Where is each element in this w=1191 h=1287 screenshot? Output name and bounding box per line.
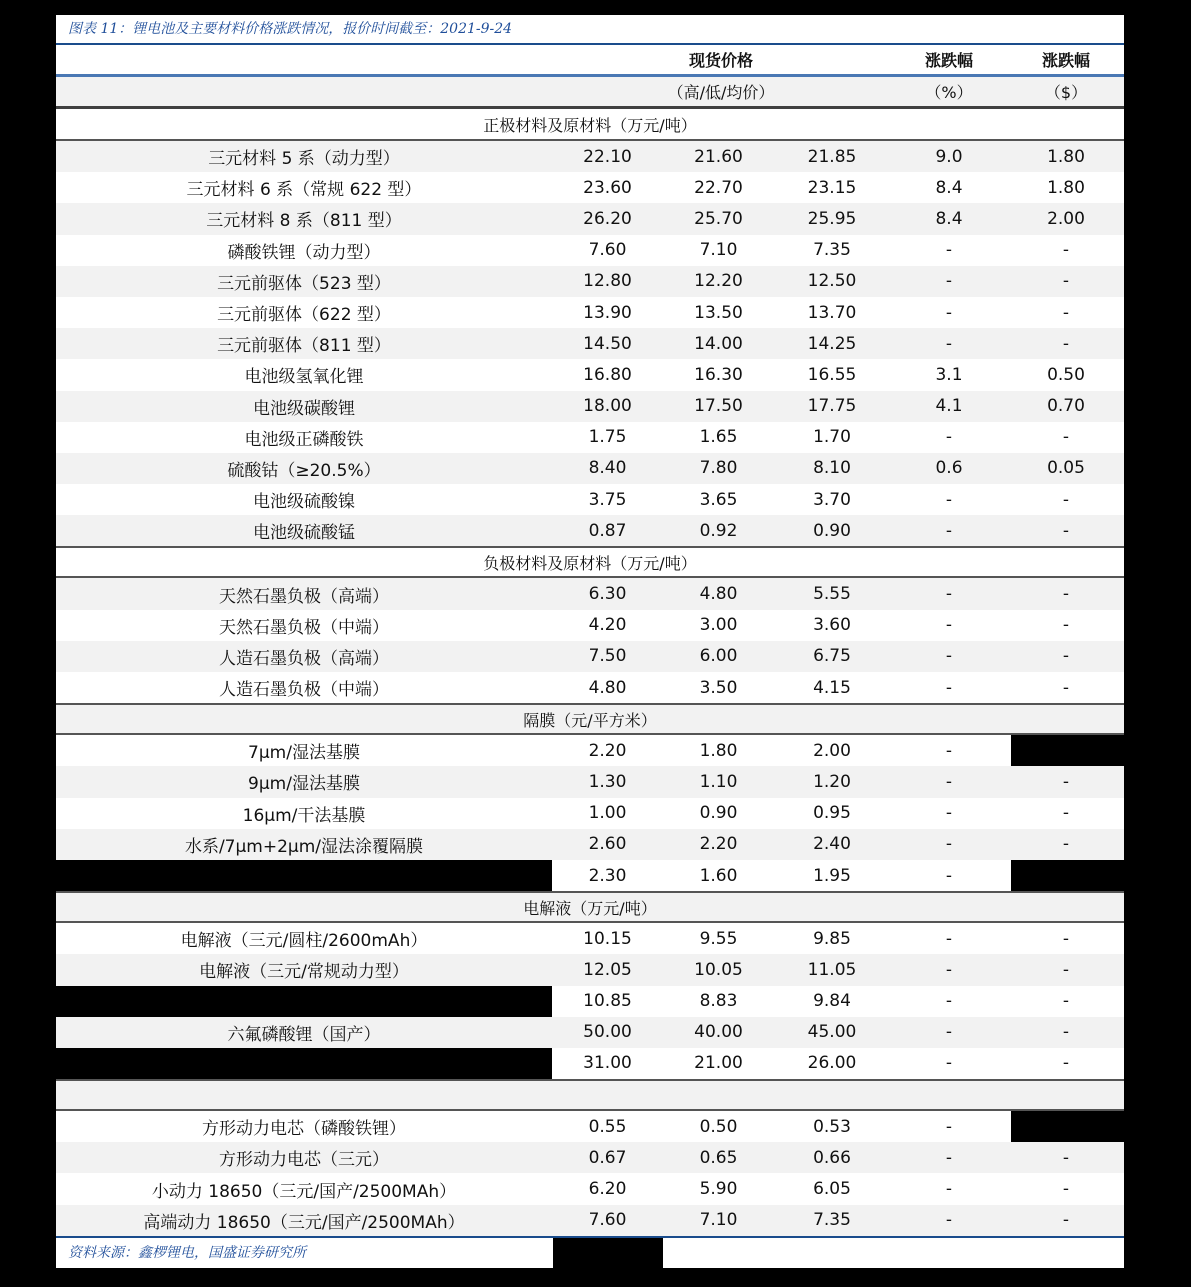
- price-avg: 17.75: [807, 396, 857, 417]
- change-pct: -: [945, 1179, 953, 1200]
- price-avg: 9.84: [813, 991, 851, 1012]
- price-avg: 1.95: [813, 865, 851, 886]
- price-avg: 23.15: [807, 177, 857, 198]
- price-high: 3.75: [588, 489, 627, 510]
- header-change-usd: 涨跌幅: [1041, 51, 1090, 70]
- table-row: [56, 1111, 1124, 1142]
- price-high: 13.90: [583, 302, 632, 323]
- change-usd: -: [1062, 928, 1070, 949]
- change-pct: -: [945, 1022, 953, 1043]
- change-pct: -: [945, 959, 953, 980]
- price-low: 25.70: [694, 208, 743, 229]
- table-row: [56, 141, 1124, 172]
- change-pct: -: [945, 1116, 953, 1137]
- price-high: 0.55: [588, 1116, 627, 1137]
- price-high: 2.60: [588, 834, 627, 855]
- row-label: 电解液（三元/常规动力型）: [199, 962, 409, 983]
- header-spot-price: 现货价格: [688, 51, 753, 70]
- price-low: 4.80: [699, 584, 738, 605]
- price-high: 1.00: [588, 803, 627, 824]
- change-usd: -: [1062, 427, 1070, 448]
- table-row: [56, 986, 1124, 1017]
- price-high: 7.60: [588, 240, 627, 261]
- header-row-1: [56, 45, 1124, 77]
- change-usd: -: [1062, 834, 1070, 855]
- price-low: 0.92: [699, 520, 738, 541]
- price-avg: 0.66: [813, 1147, 851, 1168]
- change-usd: -: [1062, 677, 1070, 698]
- change-pct: 9.0: [935, 146, 963, 167]
- change-pct: 0.6: [935, 458, 963, 479]
- source-footer: [56, 1236, 1124, 1268]
- change-pct: -: [945, 991, 953, 1012]
- table-row: [56, 735, 1124, 766]
- price-high: 23.60: [583, 177, 632, 198]
- table-row: [56, 766, 1124, 797]
- price-low: 0.50: [699, 1116, 738, 1137]
- price-avg: 11.05: [807, 959, 857, 980]
- change-pct: -: [945, 740, 953, 761]
- price-avg: 12.50: [807, 271, 857, 292]
- price-low: 0.90: [699, 803, 738, 824]
- row-label: 7μm/湿法基膜: [248, 743, 360, 764]
- table-row: [56, 578, 1124, 609]
- price-avg: 45.00: [807, 1022, 857, 1043]
- price-avg: 13.70: [807, 302, 857, 323]
- change-usd: -: [1062, 1022, 1070, 1043]
- change-usd: -: [1062, 271, 1070, 292]
- price-low: 14.00: [694, 333, 743, 354]
- price-table-panel: [56, 15, 1124, 1268]
- table-row: [56, 203, 1124, 234]
- row-label: 电池级硫酸锰: [253, 523, 355, 544]
- row-label: 电解液（三元/圆柱/2600mAh）: [180, 931, 428, 952]
- price-high: 0.87: [588, 520, 627, 541]
- price-avg: 7.35: [813, 240, 851, 261]
- section-header-cathode: [56, 109, 1124, 141]
- row-label: 电池级正磷酸铁: [244, 429, 364, 450]
- price-avg: 1.70: [813, 427, 851, 448]
- price-low: 5.90: [699, 1179, 738, 1200]
- change-pct: -: [945, 333, 953, 354]
- change-pct: -: [945, 584, 953, 605]
- change-usd: -: [1062, 1179, 1070, 1200]
- section-title: 正极材料及原材料（万元/吨）: [483, 115, 697, 135]
- price-avg: 9.85: [813, 928, 851, 949]
- change-pct: -: [945, 865, 953, 886]
- price-avg: 16.55: [807, 364, 857, 385]
- change-pct: -: [945, 271, 953, 292]
- price-low: 21.60: [694, 146, 743, 167]
- price-low: 7.80: [699, 458, 738, 479]
- price-avg: 3.60: [813, 615, 851, 636]
- row-label: 水系/7μm+2μm/湿法涂覆隔膜: [184, 836, 424, 857]
- change-pct: 8.4: [935, 177, 963, 198]
- redaction-block: [553, 1238, 663, 1268]
- change-pct: 4.1: [935, 396, 963, 417]
- price-high: 22.10: [583, 146, 632, 167]
- table-row: [56, 860, 1124, 891]
- price-high: 2.20: [588, 740, 627, 761]
- price-high: 1.75: [588, 427, 627, 448]
- price-avg: 5.55: [813, 584, 851, 605]
- header-change-pct: 涨跌幅: [924, 51, 973, 70]
- table-row: [56, 954, 1124, 985]
- row-label: 方形动力电芯（磷酸铁锂）: [202, 1119, 406, 1140]
- table-row: [56, 798, 1124, 829]
- price-low: 13.50: [694, 302, 743, 323]
- change-usd: -: [1062, 615, 1070, 636]
- redaction-block: [1011, 1111, 1124, 1142]
- section-header-electrolyte: [56, 891, 1124, 923]
- price-high: 10.15: [583, 928, 632, 949]
- change-usd: 0.50: [1047, 364, 1085, 385]
- price-low: 0.65: [699, 1147, 738, 1168]
- price-avg: 2.40: [813, 834, 851, 855]
- price-high: 4.80: [588, 677, 627, 698]
- change-usd: -: [1062, 489, 1070, 510]
- change-usd: -: [1062, 646, 1070, 667]
- section-header-separator: [56, 703, 1124, 735]
- price-high: 2.30: [588, 865, 627, 886]
- table-row: [56, 672, 1124, 703]
- change-pct: -: [945, 302, 953, 323]
- price-low: 3.00: [699, 615, 738, 636]
- change-usd: 1.80: [1047, 177, 1085, 198]
- change-pct: -: [945, 489, 953, 510]
- change-usd: -: [1062, 959, 1070, 980]
- change-usd: -: [1062, 1147, 1070, 1168]
- row-label: 三元前驱体（622 型）: [217, 305, 391, 326]
- price-high: 4.20: [588, 615, 627, 636]
- change-usd: 2.00: [1047, 208, 1085, 229]
- table-row: [56, 610, 1124, 641]
- change-pct: -: [945, 427, 953, 448]
- redaction-block: [56, 1048, 552, 1079]
- price-low: 9.55: [699, 928, 738, 949]
- change-usd: -: [1062, 1210, 1070, 1231]
- change-usd: 0.05: [1047, 458, 1085, 479]
- price-avg: 14.25: [807, 333, 857, 354]
- change-pct: -: [945, 520, 953, 541]
- change-usd: 1.80: [1047, 146, 1085, 167]
- price-low: 1.65: [699, 427, 738, 448]
- row-label: 磷酸铁锂（动力型）: [227, 242, 381, 263]
- price-low: 2.20: [699, 834, 738, 855]
- row-label: 电池级氢氧化锂: [244, 367, 364, 388]
- price-low: 16.30: [694, 364, 743, 385]
- section-title: 负极材料及原材料（万元/吨）: [483, 553, 697, 573]
- price-avg: 0.95: [813, 803, 851, 824]
- price-low: 7.10: [699, 1210, 738, 1231]
- price-low: 12.20: [694, 271, 743, 292]
- header-pct-sub: （%）: [925, 83, 973, 102]
- price-high: 26.20: [583, 208, 632, 229]
- table-row: [56, 359, 1124, 390]
- change-usd: -: [1062, 584, 1070, 605]
- price-low: 3.50: [699, 677, 738, 698]
- change-pct: -: [945, 240, 953, 261]
- source-text: 资料来源：鑫椤锂电，国盛证券研究所: [68, 1244, 306, 1261]
- price-high: 0.67: [588, 1147, 627, 1168]
- row-label: 六氟磷酸锂（国产）: [227, 1024, 381, 1045]
- change-pct: -: [945, 1053, 953, 1074]
- price-high: 7.50: [588, 646, 627, 667]
- row-label: 天然石墨负极（中端）: [219, 617, 389, 638]
- change-usd: -: [1062, 333, 1070, 354]
- price-low: 21.00: [694, 1053, 743, 1074]
- change-pct: -: [945, 834, 953, 855]
- price-low: 40.00: [694, 1022, 743, 1043]
- header-spot-sub: （高/低/均价）: [667, 83, 775, 102]
- price-avg: 2.00: [813, 740, 851, 761]
- table-row: [56, 515, 1124, 546]
- change-pct: 3.1: [935, 364, 963, 385]
- change-pct: 8.4: [935, 208, 963, 229]
- section-title: [56, 1081, 1124, 1109]
- price-low: 1.10: [699, 771, 738, 792]
- redaction-block: [56, 986, 552, 1017]
- change-pct: -: [945, 928, 953, 949]
- price-high: 7.60: [588, 1210, 627, 1231]
- price-low: 1.80: [699, 740, 738, 761]
- price-low: 7.10: [699, 240, 738, 261]
- price-high: 6.20: [588, 1179, 627, 1200]
- price-low: 17.50: [694, 396, 743, 417]
- change-pct: -: [945, 803, 953, 824]
- price-high: 16.80: [583, 364, 632, 385]
- price-high: 1.30: [588, 771, 627, 792]
- price-avg: 8.10: [813, 458, 851, 479]
- price-avg: 0.53: [813, 1116, 851, 1137]
- row-label: 三元前驱体（811 型）: [217, 336, 391, 357]
- row-label: 硫酸钴（≥20.5%）: [227, 460, 381, 481]
- row-label: 小动力 18650（三元/国产/2500MAh）: [151, 1181, 457, 1202]
- change-pct: -: [945, 615, 953, 636]
- change-pct: -: [945, 1210, 953, 1231]
- row-label: 电池级碳酸锂: [253, 398, 355, 419]
- price-high: 6.30: [588, 584, 627, 605]
- table-row: [56, 453, 1124, 484]
- row-label: 三元材料 5 系（动力型）: [208, 149, 400, 170]
- table-row: [56, 1205, 1124, 1236]
- table-row: [56, 1048, 1124, 1079]
- price-high: 18.00: [583, 396, 632, 417]
- row-label: 人造石墨负极（中端）: [219, 680, 389, 701]
- row-label: 人造石墨负极（高端）: [219, 648, 389, 669]
- change-usd: -: [1062, 771, 1070, 792]
- row-label: 三元材料 8 系（811 型）: [206, 211, 402, 232]
- price-avg: 25.95: [807, 208, 857, 229]
- row-label: 高端动力 18650（三元/国产/2500MAh）: [143, 1212, 465, 1233]
- table-row: [56, 297, 1124, 328]
- section-title: 隔膜（元/平方米）: [523, 710, 657, 730]
- table-row: [56, 172, 1124, 203]
- price-avg: 1.20: [813, 771, 851, 792]
- section-title: 电解液（万元/吨）: [523, 898, 657, 918]
- price-avg: 3.70: [813, 489, 851, 510]
- price-avg: 21.85: [807, 146, 857, 167]
- price-high: 10.85: [583, 991, 632, 1012]
- change-pct: -: [945, 646, 953, 667]
- row-label: 9μm/湿法基膜: [248, 774, 360, 795]
- table-row: [56, 1017, 1124, 1048]
- row-label: 天然石墨负极（高端）: [219, 586, 389, 607]
- table-row: [56, 266, 1124, 297]
- price-low: 8.83: [699, 991, 738, 1012]
- price-low: 10.05: [694, 959, 743, 980]
- table-row: [56, 422, 1124, 453]
- redaction-block: [56, 860, 552, 891]
- row-label: 16μm/干法基膜: [242, 805, 366, 826]
- section-header-cells: [56, 1079, 1124, 1111]
- section-header-anode: [56, 546, 1124, 578]
- price-avg: 6.05: [813, 1179, 851, 1200]
- redaction-block: [1011, 735, 1124, 766]
- table-row: [56, 829, 1124, 860]
- price-high: 14.50: [583, 333, 632, 354]
- redaction-block: [1011, 860, 1124, 891]
- table-row: [56, 923, 1124, 954]
- price-low: 1.60: [699, 865, 738, 886]
- change-usd: -: [1062, 302, 1070, 323]
- price-avg: 6.75: [813, 646, 851, 667]
- change-usd: -: [1062, 1053, 1070, 1074]
- table-row: [56, 235, 1124, 266]
- row-label: 电池级硫酸镍: [253, 492, 355, 513]
- table-row: [56, 391, 1124, 422]
- price-avg: 0.90: [813, 520, 851, 541]
- change-usd: -: [1062, 240, 1070, 261]
- row-label: 三元材料 6 系（常规 622 型）: [186, 180, 422, 201]
- price-high: 12.80: [583, 271, 632, 292]
- header-usd-sub: （$）: [1044, 83, 1088, 102]
- table-row: [56, 484, 1124, 515]
- price-avg: 7.35: [813, 1210, 851, 1231]
- row-label: 三元前驱体（523 型）: [217, 273, 391, 294]
- price-avg: 4.15: [813, 677, 851, 698]
- price-low: 6.00: [699, 646, 738, 667]
- table-row: [56, 1142, 1124, 1173]
- header-row-2: [56, 77, 1124, 109]
- change-usd: -: [1062, 991, 1070, 1012]
- price-avg: 26.00: [807, 1053, 857, 1074]
- change-pct: -: [945, 677, 953, 698]
- price-high: 31.00: [583, 1053, 632, 1074]
- row-label: 方形动力电芯（三元）: [219, 1150, 389, 1171]
- change-pct: -: [945, 1147, 953, 1168]
- change-usd: -: [1062, 803, 1070, 824]
- price-low: 22.70: [694, 177, 743, 198]
- price-high: 12.05: [583, 959, 632, 980]
- change-pct: -: [945, 771, 953, 792]
- price-low: 3.65: [699, 489, 738, 510]
- change-usd: -: [1062, 520, 1070, 541]
- change-usd: 0.70: [1047, 396, 1085, 417]
- table-row: [56, 641, 1124, 672]
- table-row: [56, 1173, 1124, 1204]
- table-row: [56, 328, 1124, 359]
- price-high: 8.40: [588, 458, 627, 479]
- table-title: 图表 11：锂电池及主要材料价格涨跌情况，报价时间截至：2021-9-24: [56, 15, 1124, 45]
- price-high: 50.00: [583, 1022, 632, 1043]
